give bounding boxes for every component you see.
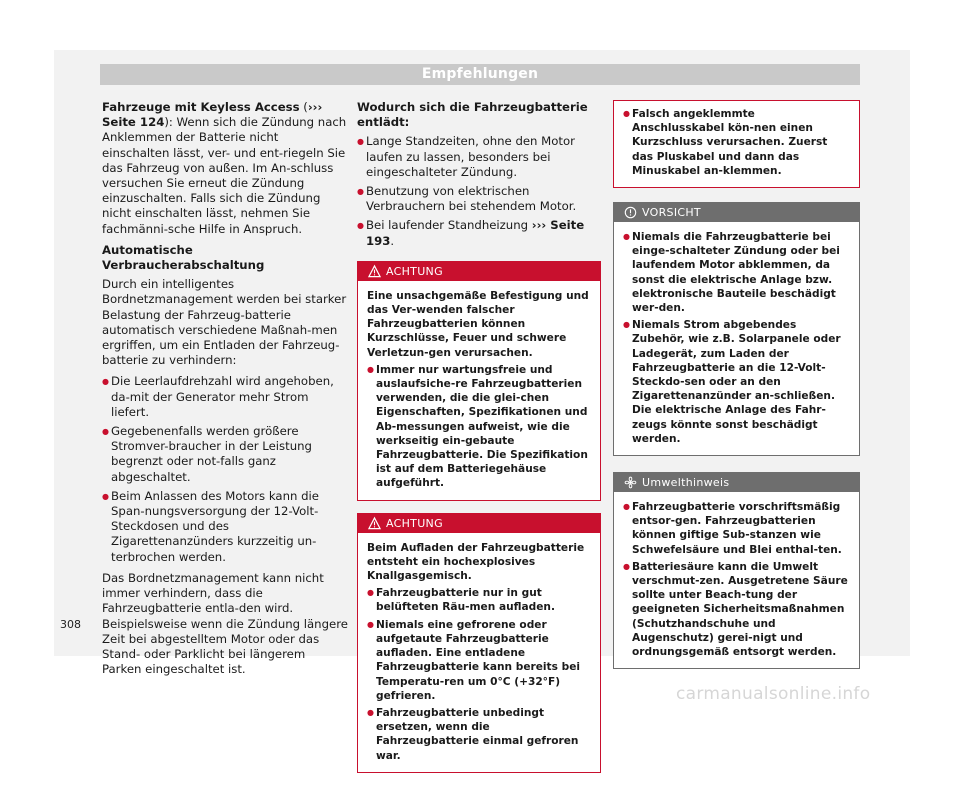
ref-arrow: ››› [531,218,547,233]
body-paragraph: Durch ein intelligentes Bordnetzmanagement werden bei starker Belastung der Fahrzeug-batterie automatisch verschiedene Maßnah-men ergriffen, um ein Entladen der Fahrzeug-batterie zu verhindern: [102,277,347,368]
list-item: ● Niemals Strom abgebendes Zubehör, wie z.B. Solarpanele oder Ladegerät, zum Laden der Fahrzeugbatterie an die 12-Volt-Steckdo-sen oder an den Zigarettenanzünder an-schließen. Die elektrische Anlage des Fahr-zeugs könnte sonst beschädigt werden. [623,318,850,446]
list-item-end: . [390,233,395,248]
list-item: ● Niemals eine gefrorene oder aufgetaute Fahrzeugbatterie aufladen. Eine entladene Fahrzeugbatterie kann bereits bei Temperatu-ren um 0°C (+32°F) gefrieren. [367,618,591,703]
list-item: ● Benutzung von elektrischen Verbrauchern bei stehendem Motor. [357,184,601,214]
list-item: ● Fahrzeugbatterie unbedingt ersetzen, wenn die Fahrzeugbatterie einmal gefroren war. [367,706,591,763]
page-ref-link[interactable]: Seite 193 [366,218,585,248]
list-item: ● Die Leerlaufdrehzahl wird angehoben, da-mit der Generator mehr Strom liefert. [102,374,348,420]
list-item-text: Bei laufender Standheizung [366,218,532,233]
warning-body [358,281,600,500]
list-item: ● Batteriesäure kann die Umwelt verschmut-zen. Ausgetretene Säure sollte unter Beach-tung der geeigneten Sicherheitsmaßnahmen (Schutzhandschuhe und Augenschutz) gerei-nigt und ordnungsgemäß entsorgt werden. [623,560,850,659]
warning-box [357,261,601,501]
warning-triangle-icon [368,517,381,530]
warning-body [614,101,859,187]
list-item: ● Beim Anlassen des Motors kann die Span-nungsversorgung der 12-Volt-Steckdosen und des Zigarettenanzünders kurzzeitig un-terbrochen werden. [102,489,348,565]
page-ref-link[interactable]: Seite 124 [102,115,165,130]
warning-label: ACHTUNG [386,264,443,278]
column-middle [357,100,601,785]
warning-intro: Eine unsachgemäße Befestigung und das Ver-wenden falscher Fahrzeugbatterien können Kurzschlüsse, Feuer und schwere Verletzun-gen verursachen. [367,289,589,359]
list-item: ● Immer nur wartungsfreie und auslaufsiche-re Fahrzeugbatterien verwenden, die die glei-chen Eigenschaften, Spezifikationen und Ab-messungen aufweist, wie die werkseitig ein-gebaute Fahrzeugbatterie. Die Spezifikation ist auf dem Batteriegehäuse aufgeführt. [367,363,591,491]
body-paragraph: Das Bordnetzmanagement kann nicht immer verhindern, dass die Fahrzeugbatterie entla-den wird. Beispielsweise wenn die Zündung längere Zeit bei abgestelltem Motor oder das Stand- oder Parklicht bei längerem Parken eingeschaltet ist. [102,570,348,677]
warning-header [358,514,600,533]
warning-body [358,533,600,772]
warning-intro: Beim Aufladen der Fahrzeugbatterie entsteht ein hochexplosives Knallgasgemisch. [367,541,585,583]
list-item: ● Fahrzeugbatterie vorschriftsmäßig entsor-gen. Fahrzeugbatterien können giftige Sub-stanzen wie Schwefelsäure und Blei enthal-ten. [623,500,850,557]
environment-body [614,492,859,668]
keyless-paragraph [102,100,348,237]
ref-open: ( [299,100,308,114]
flower-icon [624,476,637,489]
warning-label: ACHTUNG [386,516,443,530]
ref-arrow: ››› [307,100,323,114]
keyless-text: Wenn sich die Zündung nach Anklemmen der Batterie nicht einschalten lässt, ver- und ent-riegeln Sie das Fahrzeug von außen. Im An-schluss versuchen Sie erneut die Zündung einzuschalten. Falls sich die Zündung nicht einschalten lässt, nehmen Sie fachmänni-sche Hilfe in Anspruch. [102,115,347,236]
caution-header [614,203,859,222]
exclamation-circle-icon [624,206,637,219]
bullet-list [102,374,348,564]
caution-box [613,202,860,456]
environment-label: Umwelthinweis [642,476,730,490]
discharge-heading: Wodurch sich die Fahrzeugbatterie entlädt: [357,100,588,130]
environment-header [614,473,859,492]
page-number: 308 [60,618,81,631]
list-item: ● Niemals die Fahrzeugbatterie bei einge-schalteter Zündung oder bei laufendem Motor abklemmen, da sonst die elektrische Anlage bzw. elektronische Bauteile beschädigt wer-den. [623,230,850,315]
list-item: ● Gegebenenfalls werden größere Stromver-braucher in der Leistung begrenzt oder not-falls ganz abgeschaltet. [102,424,348,485]
ref-close: ): [164,115,173,130]
sub-heading: Automatische Verbraucherabschaltung [102,242,265,273]
warning-box [357,513,601,773]
warning-triangle-icon [368,265,381,278]
warning-continuation-box [613,100,860,188]
caution-label: VORSICHT [642,206,701,220]
warning-header [358,262,600,281]
list-item: ● Lange Standzeiten, ohne den Motor laufen zu lassen, besonders bei eingeschalteter Zündung. [357,134,601,180]
watermark: carmanualsonline.info [676,684,871,704]
column-right [613,100,860,681]
column-left [102,100,348,683]
list-item: ● Falsch angeklemmte Anschlusskabel kön-nen einen Kurzschluss verursachen. Zuerst das Pluskabel und dann das Minuskabel an-klemmen. [623,107,850,178]
environment-box [613,472,860,669]
bullet-list [357,134,601,248]
list-item: ● Fahrzeugbatterie nur in gut belüfteten Räu-men aufladen. [367,586,591,614]
list-item [357,218,601,248]
caution-body [614,222,859,455]
section-header: Empfehlungen [100,64,860,85]
keyless-title: Fahrzeuge mit Keyless Access [102,100,300,114]
